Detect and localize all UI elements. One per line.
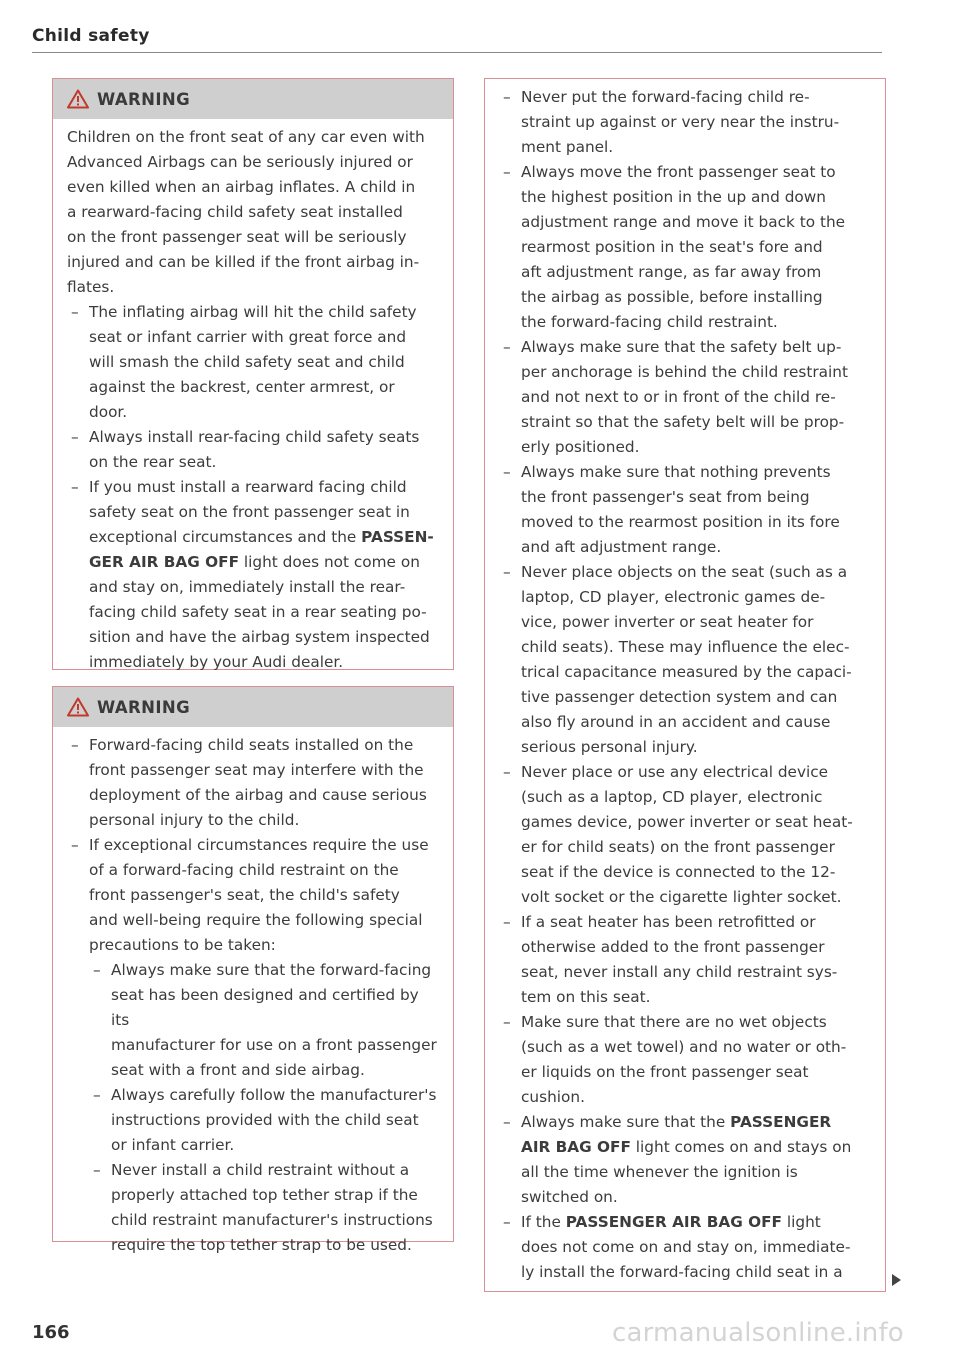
warning-header <box>53 79 453 119</box>
list-item: – If you must install a rearward facing child safety seat on the front passenger seat in exceptional circumstances and the PASSEN- GER AIR BAG OFF light does not come on and stay on, immediately install the rear- facing child safety seat in a rear seating po- sition and have the airbag system inspected immediately by your Audi dealer. <box>67 475 441 675</box>
list-item: – Forward-facing child seats installed on the front passenger seat may interfere with the deployment of the airbag and cause serious personal injury to the child. <box>67 733 441 833</box>
list-item: – If exceptional circumstances require the use of a forward-facing child restraint on the front passenger's seat, the child's safety and well-being require the following special precautions to be taken: <box>67 833 441 958</box>
watermark: carmanualsonline.info <box>612 1318 904 1348</box>
list-item: – The inflating airbag will hit the child safety seat or infant carrier with great force and will smash the child safety seat and child against the backrest, center armrest, or door. <box>67 300 441 425</box>
list-item: – Always install rear-facing child safety seats on the rear seat. <box>67 425 441 475</box>
warning-box-continued <box>484 78 886 1292</box>
indicator-name: GER AIR BAG OFF <box>89 553 240 571</box>
list-item: – If a seat heater has been retrofitted or otherwise added to the front passenger seat, never install any child restraint sys- tem on this seat. <box>499 910 873 1010</box>
warning-box-1 <box>52 78 454 670</box>
list-item: – Make sure that there are no wet objects (such as a wet towel) and no water or oth- er liquids on the front passenger seat cushion. <box>499 1010 873 1110</box>
list-item: – Never put the forward-facing child re- straint up against or very near the instru- ment panel. <box>499 85 873 160</box>
warning-label: WARNING <box>97 697 191 717</box>
list-subitem: – Always carefully follow the manufacturer's instructions provided with the child seat or infant carrier. <box>67 1083 441 1158</box>
continue-arrow-icon <box>892 1274 901 1286</box>
page-number: 166 <box>32 1322 70 1343</box>
indicator-name: PASSENGER <box>730 1113 832 1131</box>
list-item: – Always make sure that the PASSENGER AIR BAG OFF light comes on and stays on all the time whenever the ignition is switched on. <box>499 1110 873 1210</box>
indicator-name: PASSEN- <box>361 528 434 546</box>
warning-intro: Children on the front seat of any car even with Advanced Airbags can be seriously injured or even killed when an airbag inflates. A child in a rearward-facing child safety seat installed on the front passenger seat will be seriously injured and can be killed if the front airbag in- flates. <box>67 128 425 296</box>
warning-triangle-icon <box>67 89 89 109</box>
indicator-name: PASSENGER AIR BAG OFF <box>565 1213 783 1231</box>
indicator-name: AIR BAG OFF <box>521 1138 631 1156</box>
list-item: – Always move the front passenger seat to the highest position in the up and down adjustment range and move it back to the rearmost position in the seat's fore and aft adjustment range, as far away from the airbag as possible, before installing the forward-facing child restraint. <box>499 160 873 335</box>
warning-triangle-icon <box>67 697 89 717</box>
list-item: – Always make sure that the safety belt up- per anchorage is behind the child restraint and not next to or in front of the child re- straint so that the safety belt will be prop- erly positioned. <box>499 335 873 460</box>
list-item: – Never place objects on the seat (such as a laptop, CD player, electronic games de- vice, power inverter or seat heater for child seats). These may influence the elec- trical capacitance measured by the capaci- tive passenger detection system and can also fly around in an accident and cause serious personal injury. <box>499 560 873 760</box>
warning-label: WARNING <box>97 89 191 109</box>
list-item: – If the PASSENGER AIR BAG OFF light does not come on and stay on, immediate- ly install the forward-facing child seat in a <box>499 1210 873 1285</box>
list-item: – Never place or use any electrical device (such as a laptop, CD player, electronic games device, power inverter or seat heat- er for child seats) on the front passenger seat if the device is connected to the 12- volt socket or the cigarette lighter socket. <box>499 760 873 910</box>
list-subitem: – Never install a child restraint without a properly attached top tether strap if the child restraint manufacturer's instructions require the top tether strap to be used. <box>67 1158 441 1258</box>
list-item: – Always make sure that nothing prevents the front passenger's seat from being moved to the rearmost position in its fore and aft adjustment range. <box>499 460 873 560</box>
warning-box-2 <box>52 686 454 1254</box>
header-rule <box>32 52 882 53</box>
list-subitem: – Always make sure that the forward-facing seat has been designed and certified by its manufacturer for use on a front passenger seat with a front and side airbag. <box>67 958 441 1083</box>
header-title: Child safety <box>32 26 150 46</box>
warning-header <box>53 687 453 727</box>
